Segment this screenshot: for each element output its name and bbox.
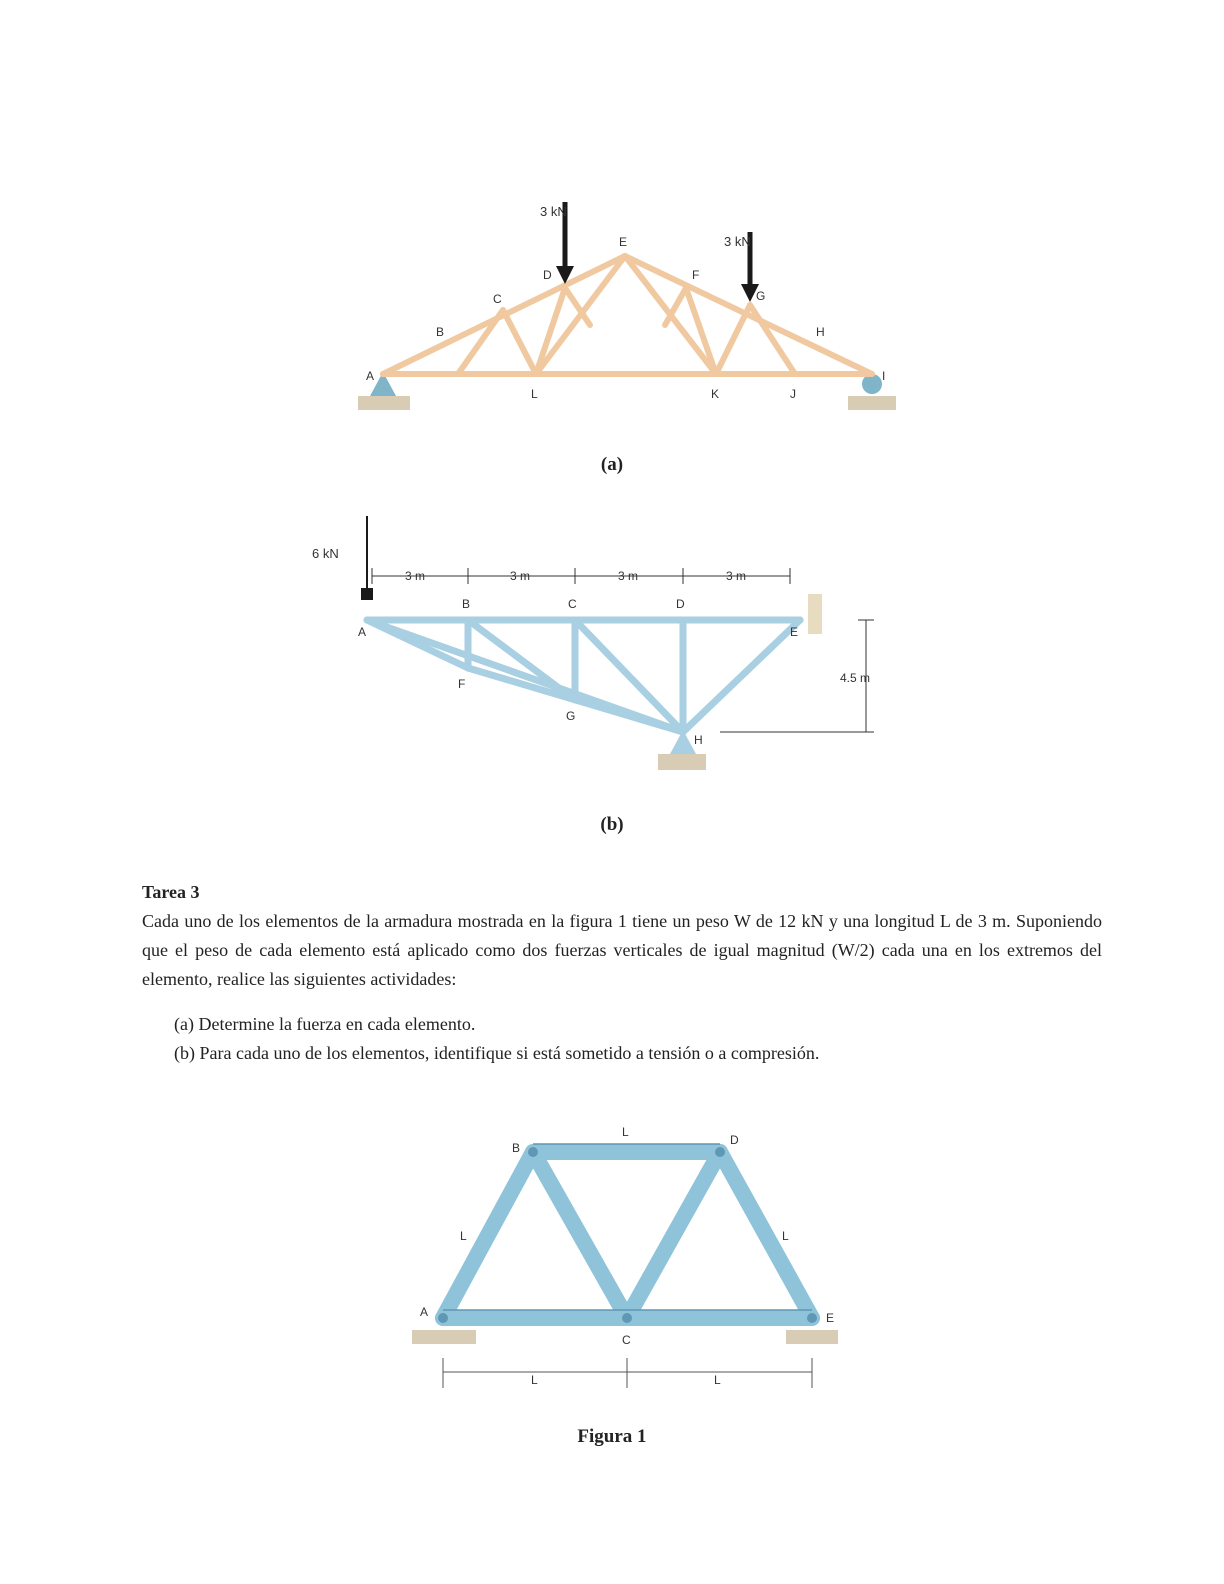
dimension-label: L: [531, 1373, 538, 1387]
roof-truss-diagram: [0, 180, 1224, 450]
wall-support: [808, 594, 822, 634]
problem-statement: [142, 878, 1102, 1068]
dimension-label: L: [714, 1373, 721, 1387]
ground-right: [786, 1330, 838, 1344]
load-label-left: 3 kN: [540, 204, 567, 219]
support-right: [848, 374, 896, 410]
joint-label: E: [619, 235, 628, 249]
joint-label: B: [512, 1141, 521, 1155]
joint-label: A: [366, 369, 375, 383]
figure-b-caption: (b): [600, 814, 624, 835]
task-item-a: (a) Determine la fuerza en cada elemento.: [174, 1014, 476, 1034]
truss-members: [383, 256, 872, 374]
joint-label: K: [711, 387, 720, 401]
joint-label: D: [676, 597, 685, 611]
load-arrow: [361, 516, 373, 600]
joint-label: C: [622, 1333, 631, 1347]
task-item-b: (b) Para cada uno de los elementos, identifique si está sometido a tensión o a compresión.: [174, 1043, 820, 1063]
joint-label: H: [816, 325, 825, 339]
cantilever-truss-diagram: [0, 508, 1224, 788]
span-label: 3 m: [726, 569, 747, 583]
joint-label: C: [493, 292, 502, 306]
member-label: L: [460, 1229, 467, 1243]
problem-title: Tarea 3: [142, 882, 200, 902]
dimension-line: [443, 1358, 812, 1388]
joint-label: G: [756, 289, 766, 303]
joint-label: G: [566, 709, 576, 723]
joint-label: B: [436, 325, 445, 339]
span-label: 3 m: [618, 569, 639, 583]
joint-label: J: [790, 387, 796, 401]
load-label: 6 kN: [312, 546, 339, 561]
span-label: 3 m: [405, 569, 426, 583]
truss-members: [367, 620, 800, 732]
figure-1: [0, 1122, 1224, 1402]
joint-label: C: [568, 597, 577, 611]
joint-label: L: [531, 387, 538, 401]
joint-label: B: [462, 597, 471, 611]
joint-label: F: [458, 677, 466, 691]
task-list: [174, 1010, 1102, 1068]
member-label: L: [622, 1125, 629, 1139]
figure-a-caption: (a): [600, 454, 624, 475]
height-label: 4.5 m: [840, 671, 871, 685]
joint-label: F: [692, 268, 700, 282]
joint-label: D: [730, 1133, 739, 1147]
truss-members: [443, 1152, 812, 1318]
joint-label: H: [694, 733, 703, 747]
joint-label: A: [420, 1305, 429, 1319]
trapezoid-truss-diagram: [0, 1122, 1224, 1402]
figure-b: [0, 508, 1224, 788]
joint-label: E: [790, 625, 799, 639]
span-label: 3 m: [510, 569, 531, 583]
ground-left: [412, 1330, 476, 1344]
figure-a: [0, 180, 1224, 450]
member-label: L: [782, 1229, 789, 1243]
joint-label: E: [826, 1311, 835, 1325]
problem-body: Cada uno de los elementos de la armadura mostrada en la figura 1 tiene un peso W de 12 kN y una longitud L de 3 m. Suponiendo que el peso de cada elemento está aplicado como dos fuerzas verticales de igual magnitud (W/2) cada una en los extremos del elemento, realice las siguientes actividades:: [142, 911, 1102, 989]
load-label-right: 3 kN: [724, 234, 751, 249]
figure-1-caption: Figura 1: [577, 1426, 647, 1447]
joint-label: D: [543, 268, 552, 282]
joint-label: I: [882, 369, 886, 383]
joint-label: A: [358, 625, 367, 639]
